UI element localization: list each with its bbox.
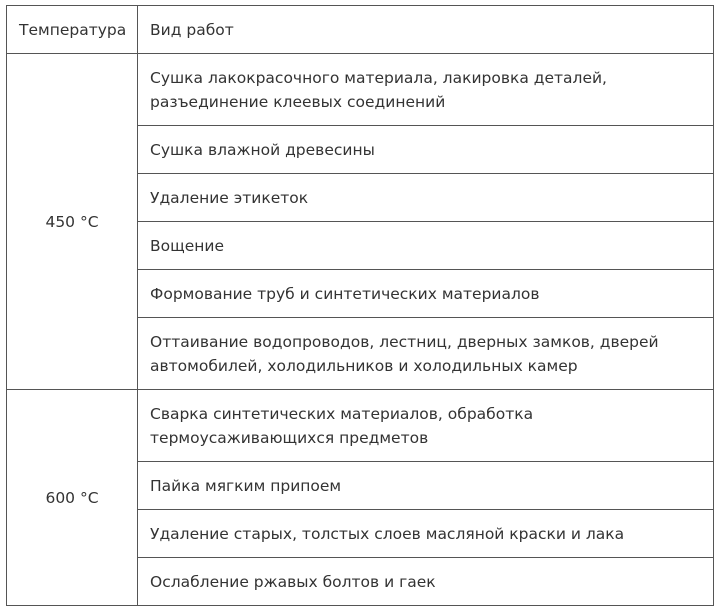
work-cell: Формование труб и синтетических материалов bbox=[138, 270, 714, 318]
table-row bbox=[7, 390, 714, 462]
work-cell: Удаление этикеток bbox=[138, 174, 714, 222]
work-cell: Ослабление ржавых болтов и гаек bbox=[138, 558, 714, 606]
work-cell: Пайка мягким припоем bbox=[138, 462, 714, 510]
work-cell: Вощение bbox=[138, 222, 714, 270]
table-header-row bbox=[7, 6, 714, 54]
work-cell: Сушка лакокрасочного материала, лакировка деталей, разъединение клеевых соединений bbox=[138, 54, 714, 126]
temperature-cell-600: 600 °C bbox=[7, 390, 138, 606]
work-cell: Сварка синтетических материалов, обработка термоусаживающихся предметов bbox=[138, 390, 714, 462]
work-cell: Оттаивание водопроводов, лестниц, дверных замков, дверей автомобилей, холодильников и холодильных камер bbox=[138, 318, 714, 390]
temperature-cell-450: 450 °C bbox=[7, 54, 138, 390]
work-cell: Сушка влажной древесины bbox=[138, 126, 714, 174]
temperature-work-table bbox=[6, 5, 714, 606]
table-row bbox=[7, 54, 714, 126]
header-work-type: Вид работ bbox=[138, 6, 714, 54]
work-cell: Удаление старых, толстых слоев масляной краски и лака bbox=[138, 510, 714, 558]
header-temperature: Температура bbox=[7, 6, 138, 54]
